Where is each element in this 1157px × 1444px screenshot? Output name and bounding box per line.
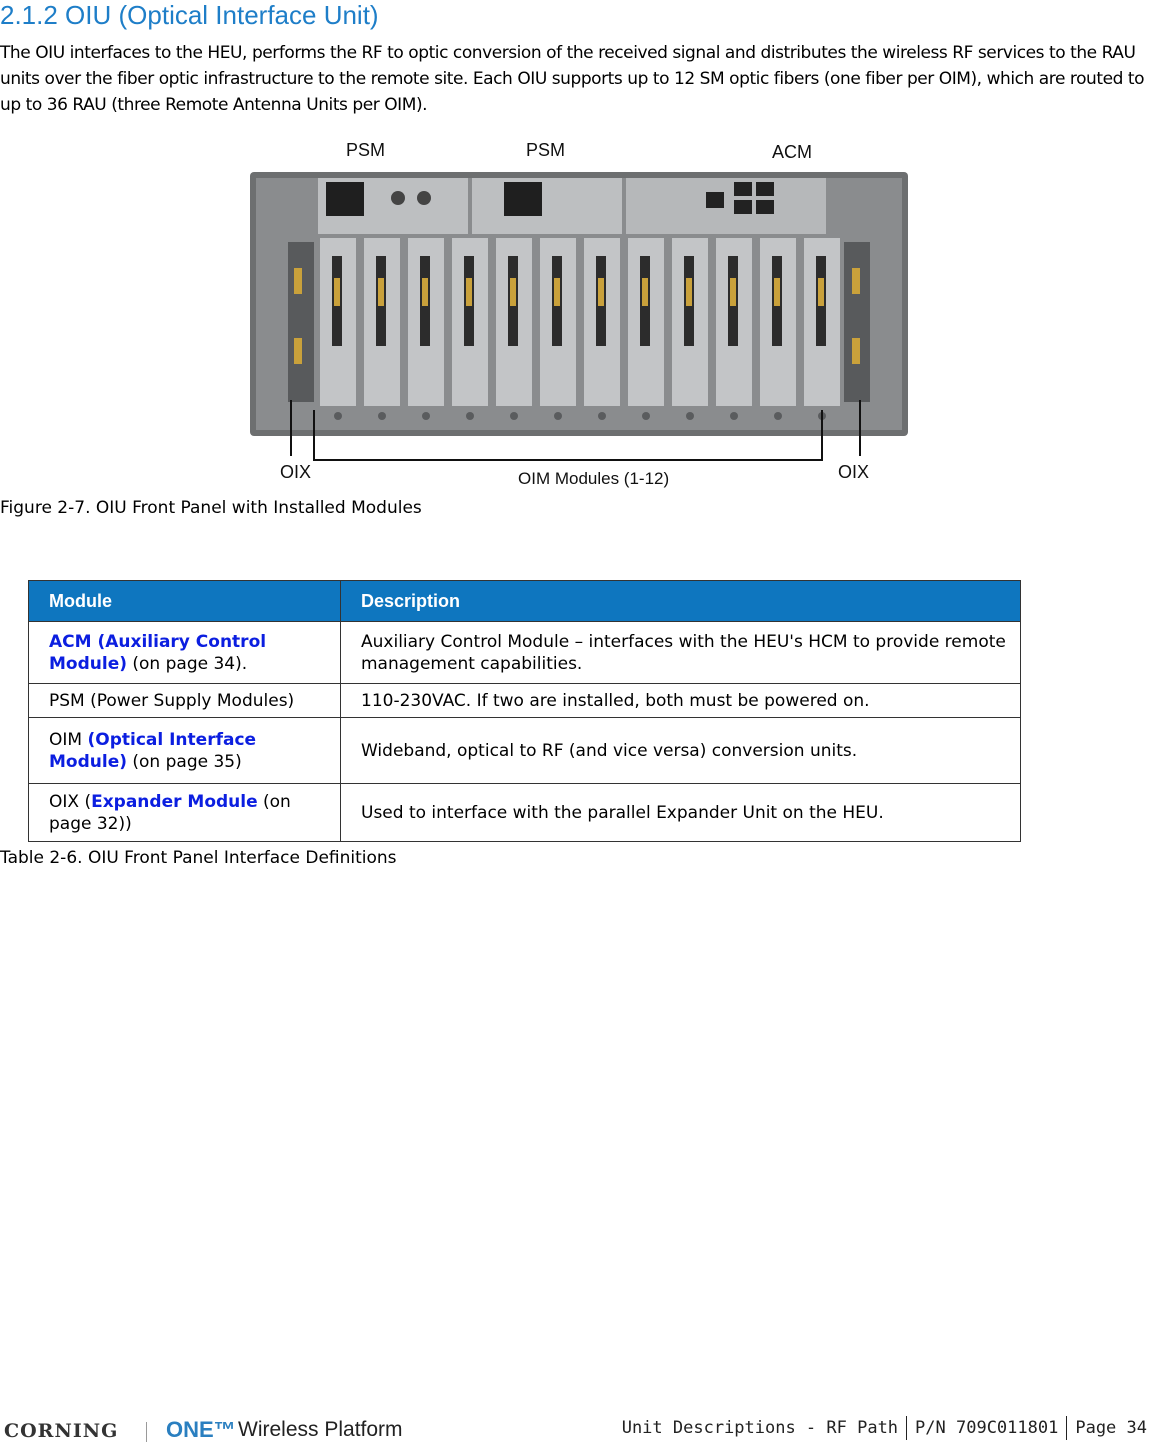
label-psm-left: PSM: [346, 140, 386, 160]
module-cell: ACM (Auxiliary Control Module) (on page 34).: [29, 622, 341, 684]
figure-caption: Figure 2-7. OIU Front Panel with Installed Modules: [0, 498, 422, 518]
table-header-row: [29, 581, 1021, 622]
footer-part-number: P/N 709C011801: [915, 1418, 1059, 1438]
expander-link[interactable]: Expander Module: [91, 791, 258, 812]
page-footer: [0, 1414, 1157, 1444]
oim-link[interactable]: (Optical Interface Module): [49, 729, 257, 772]
section-heading: 2.1.2 OIU (Optical Interface Unit): [0, 0, 379, 30]
label-acm: ACM: [772, 142, 812, 162]
footer-section: Unit Descriptions - RF Path: [621, 1418, 899, 1438]
table-row: [29, 784, 1021, 842]
module-cell: PSM (Power Supply Modules): [29, 684, 341, 718]
header-description: Description: [341, 581, 1021, 622]
description-cell: Auxiliary Control Module – interfaces with the HEU's HCM to provide remote management capabilities.: [341, 622, 1021, 684]
table-caption: Table 2-6. OIU Front Panel Interface Definitions: [0, 848, 397, 868]
interface-definitions-table: [28, 580, 1021, 842]
description-cell: 110-230VAC. If two are installed, both must be powered on.: [341, 684, 1021, 718]
description-cell: Used to interface with the parallel Expander Unit on the HEU.: [341, 784, 1021, 842]
wireless-platform-logo: Wireless Platform: [238, 1418, 403, 1441]
oiu-front-panel-figure: [248, 138, 910, 490]
label-oix-right: OIX: [838, 462, 870, 482]
table-row: [29, 684, 1021, 718]
label-oim-modules: OIM Modules (1-12): [518, 469, 670, 488]
header-module: Module: [29, 581, 341, 622]
corning-logo: CORNING: [4, 1420, 119, 1442]
logo-divider: [146, 1422, 147, 1442]
one-logo: ONE™: [166, 1417, 236, 1442]
intro-paragraph: The OIU interfaces to the HEU, performs the RF to optic conversion of the received signal and distributes the wireless RF services to the RAU units over the fiber optic infrastructure to the remote site. Each OIU supports up to 12 SM optic fibers (one fiber per OIM), which are routed to up to 36 RAU (three Remote Antenna Units per OIM).: [0, 43, 1145, 115]
label-psm-right: PSM: [526, 140, 566, 160]
footer-page: Page 34: [1075, 1418, 1147, 1438]
description-cell: Wideband, optical to RF (and vice versa) conversion units.: [341, 718, 1021, 784]
table-row: [29, 718, 1021, 784]
footer-info: [622, 1416, 1147, 1440]
label-oix-left: OIX: [280, 462, 312, 482]
oiu-front-panel-image: [248, 138, 910, 490]
module-cell: OIM (Optical Interface Module) (on page 35): [29, 718, 341, 784]
acm-link[interactable]: ACM (Auxiliary Control Module): [49, 631, 267, 674]
module-cell: OIX (Expander Module (on page 32)): [29, 784, 341, 842]
table-row: [29, 622, 1021, 684]
